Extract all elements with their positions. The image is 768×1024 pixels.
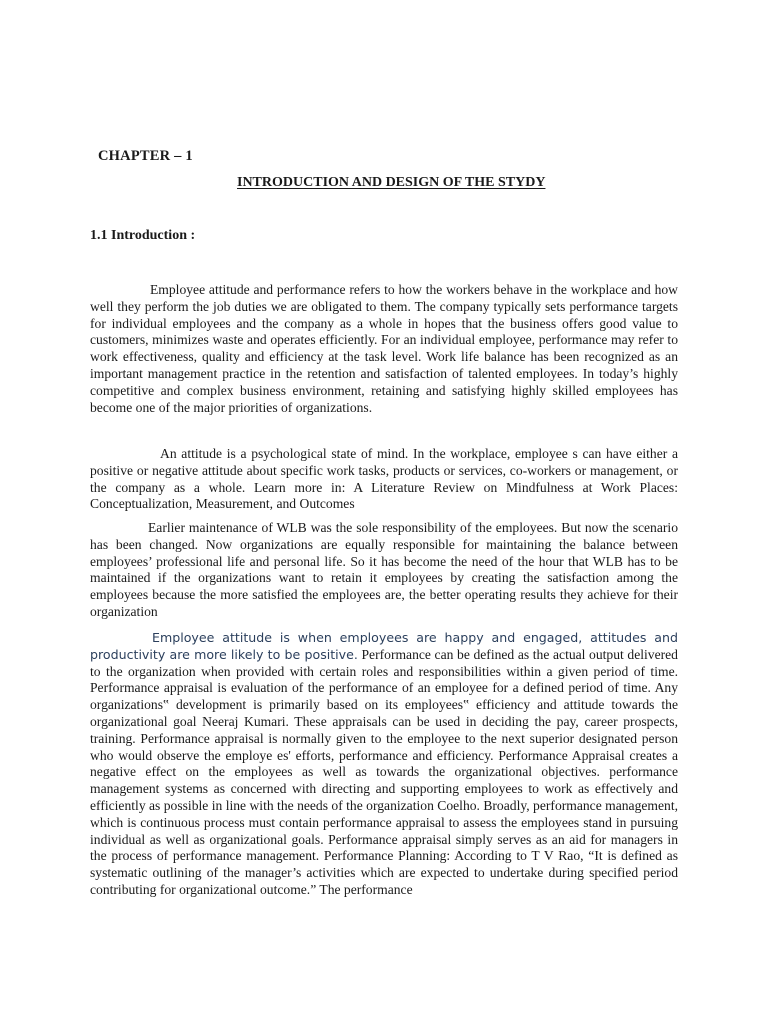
paragraph-2-text: An attitude is a psychological state of mind. In the workplace, employee s can have either a positive or negative attitude about specific work tasks, products or services, co-workers or management, or the company as a whole. Learn more in: A Literature Review on Mindfulness at Work Places: Conceptualization, Measurement, and Outcomes: [90, 446, 678, 512]
chapter-heading: CHAPTER – 1: [98, 148, 193, 164]
paragraph-4-text: Performance can be defined as the actual output delivered to the organization when provided with certain roles and responsibilities within a given period of time. Performance appraisal is evaluation of the performance of an employee for a defined period of time. Any organizations‟ development is primarily based on its employees‟ efficiency and attitude towards the organizational goal Neeraj Kumari. These appraisals can be used in deciding the pay, career prospects, training. Performance appraisal is normally given to the employee to the next superior designated person who would observe the employe es' efforts, performance and efficiency. Performance Appraisal creates a negative effect on the employees as well as towards the organizational objectives. performance management systems as concerned with directing and supporting employees to work as effectively and efficiently as possible in line with the needs of the organization Coelho. Broadly, performance management, which is continuous process must contain performance appraisal to assess the employees stand in pursuing individual as well as organizational goals. Performance appraisal simply serves as an aid for managers in the process of performance management. Performance Planning: According to T V Rao, “It is defined as systematic outlining of the manager’s activities which are expected to undertake during specified period contributing for organizational outcome.” The performance: [90, 646, 678, 897]
paragraph-4-highlight: Employee attitude is when employees are happy and engaged, attitudes and productivity are more likely to be positive.: [90, 630, 678, 662]
section-heading: 1.1 Introduction :: [90, 228, 196, 243]
paragraph-1: [90, 282, 678, 416]
document-title: INTRODUCTION AND DESIGN OF THE STYDY: [237, 175, 546, 190]
paragraph-4: [90, 630, 678, 899]
paragraph-1-text: Employee attitude and performance refers to how the workers behave in the workplace and how well they perform the job duties we are obligated to them. The company typically sets performance targets for individual employees and the company as a whole in hopes that the business offers good value to customers, minimizes waste and operates efficiently. For an individual employee, performance may refer to work effectiveness, quality and efficiency at the task level. Work life balance has been recognized as an important management practice in the retention and satisfaction of talented employees. In today’s highly competitive and complex business environment, retaining and satisfying highly skilled employees has become one of the major priorities of organizations.: [90, 282, 678, 415]
paragraph-3: [90, 520, 678, 621]
paragraph-3-text: Earlier maintenance of WLB was the sole responsibility of the employees. But now the scenario has been changed. Now organizations are equally responsible for maintaining the balance between employees’ professional life and personal life. So it has become the need of the hour that WLB has to be maintained if the organizations want to retain it employees by creating the satisfaction among the employees because the more satisfied the employees are, the better operating results they achieve for their organization: [90, 520, 678, 619]
paragraph-2: [90, 446, 678, 513]
